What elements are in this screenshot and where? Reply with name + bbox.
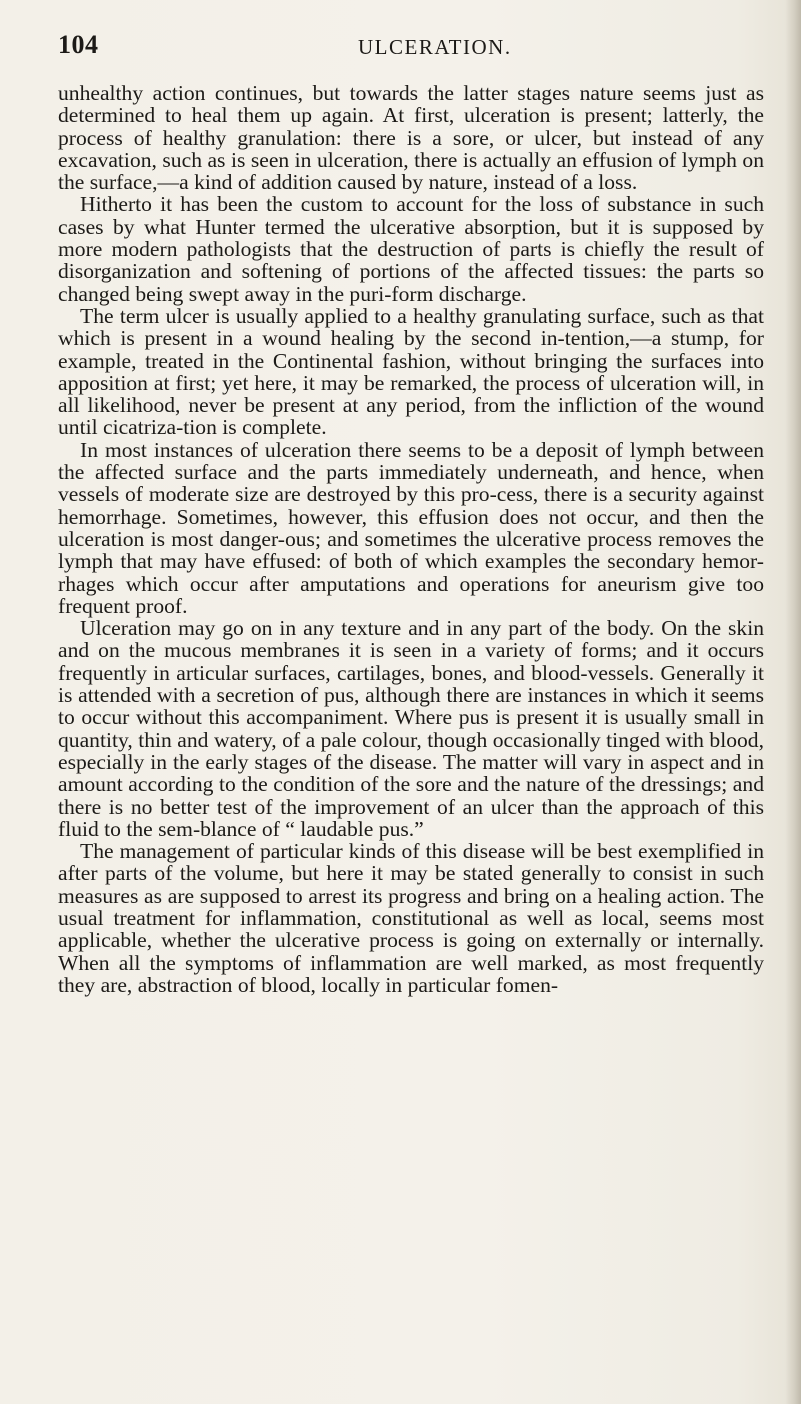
page-header xyxy=(58,30,752,64)
paragraph-5: Ulceration may go on in any texture and in any part of the body. On the skin and on the mucous membranes it is seen in a variety of forms; and it occurs frequently in articular surfaces, cartilages, bones, and blood-vessels. Generally it is attended with a secretion of pus, although there are instances in which it seems to occur without this accompaniment. Where pus is present it is usually small in quantity, thin and watery, of a pale colour, though occasionally tinged with blood, especially in the early stages of the disease. The matter will vary in aspect and in amount according to the condition of the sore and the nature of the dressings; and there is no better test of the improvement of an ulcer than the approach of this fluid to the sem-blance of “ laudable pus.” xyxy=(58,616,764,841)
body-text xyxy=(58,82,764,996)
paragraph-6: The management of particular kinds of this disease will be best exemplified in after parts of the volume, but here it may be stated generally to consist in such measures as are supposed to arrest its progress and bring on a healing action. The usual treatment for inflammation, constitutional as well as local, seems most applicable, whether the ulcerative process is going on externally or internally. When all the symptoms of inflammation are well marked, as most frequently they are, abstraction of blood, locally in particular fomen- xyxy=(58,839,764,997)
page-number: 104 xyxy=(58,30,99,59)
running-head: ULCERATION. xyxy=(358,35,512,59)
paragraph-4: In most instances of ulceration there seems to be a deposit of lymph between the affected surface and the parts immediately underneath, and hence, when vessels of moderate size are destroyed by this pro-cess, there is a security against hemorrhage. Sometimes, however, this effusion does not occur, and then the ulceration is most danger-ous; and sometimes the ulcerative process removes the lymph that may have effused: of both of which examples the secondary hemor-rhages which occur after amputations and operations for aneurism give too frequent proof. xyxy=(58,437,764,618)
page-edge-shadow xyxy=(785,0,801,1404)
paragraph-3: The term ulcer is usually applied to a healthy granulating surface, such as that which is present in a wound healing by the second in-tention,—a stump, for example, treated in the Continental fashion, without bringing the surfaces into apposition at first; yet here, it may be remarked, the process of ulceration will, in all likelihood, never be present at any period, from the infliction of the wound until cicatriza-tion is complete. xyxy=(58,303,764,440)
paragraph-2: Hitherto it has been the custom to account for the loss of substance in such cases by what Hunter termed the ulcerative absorption, but it is supposed by more modern pathologists that the destruction of parts is chiefly the result of disorganization and softening of portions of the affected tissues: the parts so changed being swept away in the puri-form discharge. xyxy=(58,192,764,306)
paragraph-1: unhealthy action continues, but towards the latter stages nature seems just as determined to heal them up again. At first, ulceration is present; latterly, the process of healthy granulation: there is a sore, or ulcer, but instead of any excavation, such as is seen in ulceration, there is actually an effusion of lymph on the surface,—a kind of addition caused by nature, instead of a loss. xyxy=(58,81,764,195)
